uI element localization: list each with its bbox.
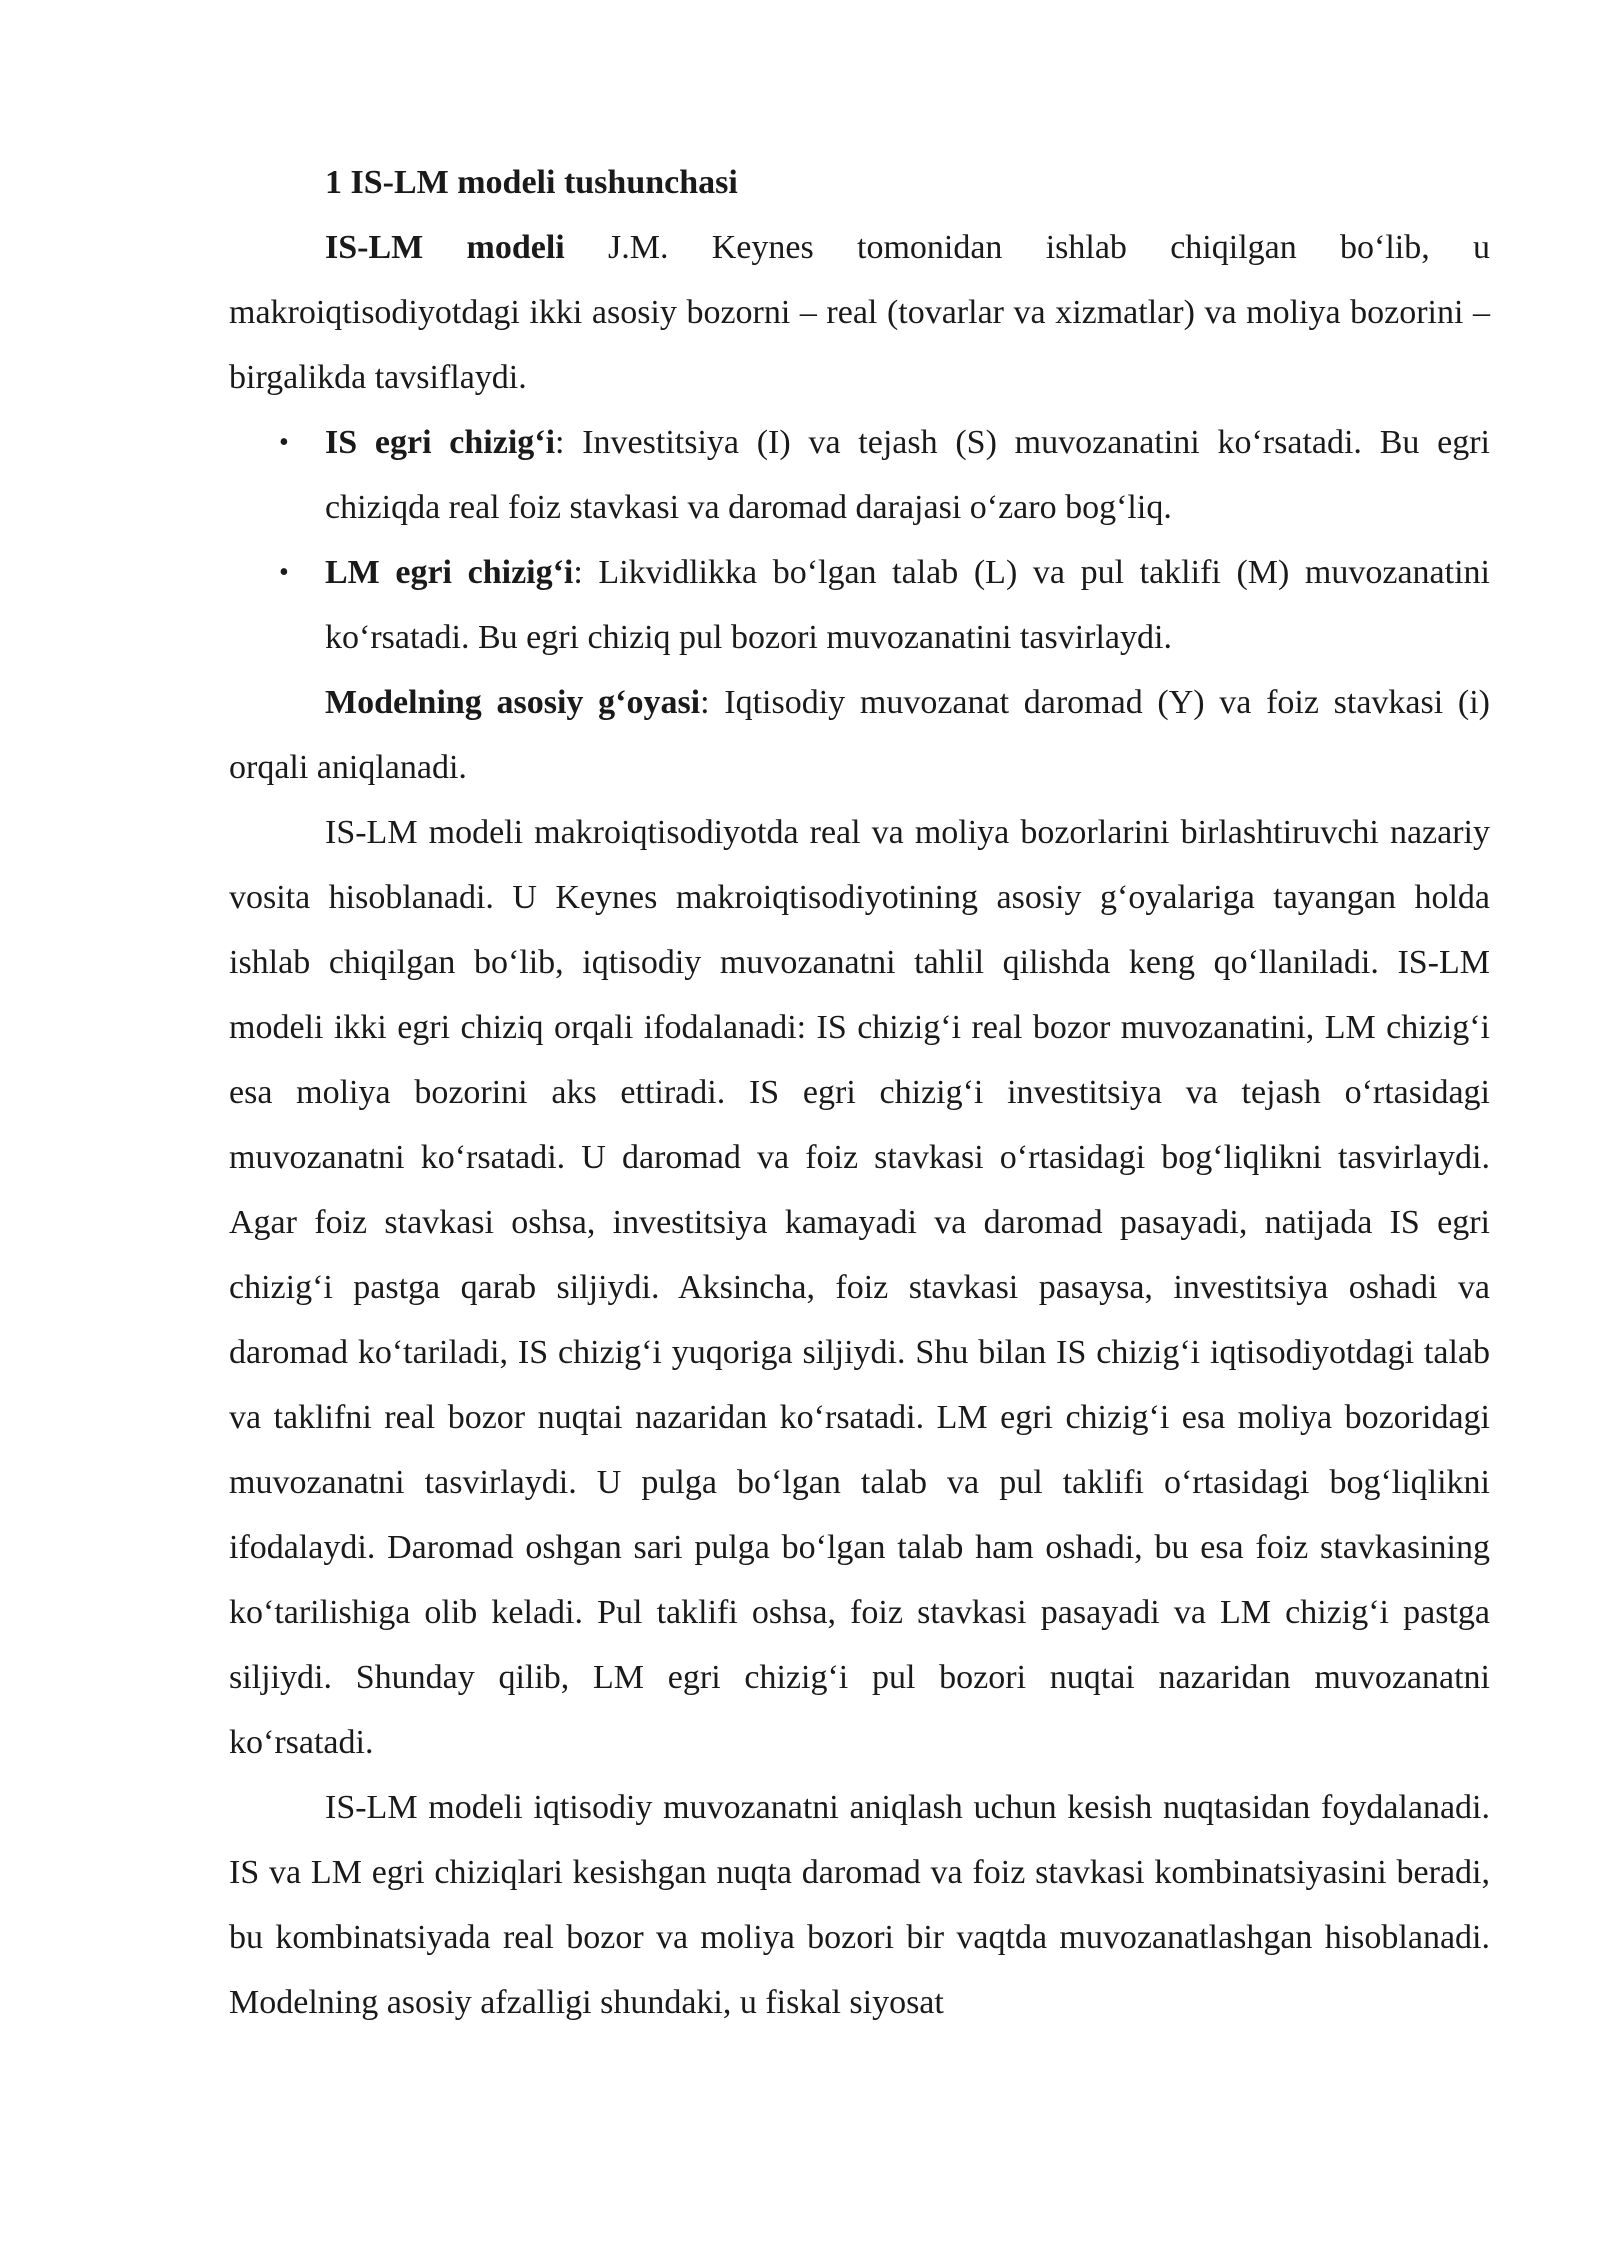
main-idea-paragraph [229, 670, 1490, 800]
bullet-text: : Likvidlikka bo‘lgan talab (L) va pul taklifi (M) muvozanatini ko‘rsatadi. Bu egri chiziq pul bozori muvozanatini tasvirlaydi. [325, 554, 1490, 656]
main-idea-bold-term: Modelning asosiy g‘oyasi [325, 684, 701, 721]
intro-bold-term: IS-LM modeli [325, 229, 565, 266]
body-paragraph-1: IS-LM modeli makroiqtisodiyotda real va moliya bozorlarini birlashtiruvchi nazariy vosita hisoblanadi. U Keynes makroiqtisodiyotining asosiy g‘oyalariga tayangan holda ishlab chiqilgan bo‘lib, iqtisodiy muvozanatni tahlil qilishda keng qo‘llaniladi. IS-LM modeli ikki egri chiziq orqali ifodalanadi: IS chizig‘i real bozor muvozanatini, LM chizig‘i esa moliya bozorini aks ettiradi. IS egri chizig‘i investitsiya va tejash o‘rtasidagi muvozanatni ko‘rsatadi. U daromad va foiz stavkasi o‘rtasidagi bog‘liqlikni tasvirlaydi. Agar foiz stavkasi oshsa, investitsiya kamayadi va daromad pasayadi, natijada IS egri chizig‘i pastga qarab siljiydi. Aksincha, foiz stavkasi pasaysa, investitsiya oshadi va daromad ko‘tariladi, IS chizig‘i yuqoriga siljiydi. Shu bilan IS chizig‘i iqtisodiyotdagi talab va taklifni real bozor nuqtai nazaridan ko‘rsatadi. LM egri chizig‘i esa moliya bozoridagi muvozanatni tasvirlaydi. U pulga bo‘lgan talab va pul taklifi o‘rtasidagi bog‘liqlikni ifodalaydi. Daromad oshgan sari pulga bo‘lgan talab ham oshadi, bu esa foiz stavkasining ko‘tarilishiga olib keladi. Pul taklifi oshsa, foiz stavkasi pasayadi va LM chizig‘i pastga siljiydi. Shunday qilib, LM egri chizig‘i pul bozori nuqtai nazaridan muvozanatni ko‘rsatadi. [229, 814, 1490, 1761]
bullet-item-lm-curve [229, 540, 1490, 670]
bullet-bold-term: LM egri chizig‘i [325, 554, 574, 591]
bullet-item-is-curve [229, 410, 1490, 540]
body-paragraph-2: IS-LM modeli iqtisodiy muvozanatni aniqlash uchun kesish nuqtasidan foydalanadi. IS va LM egri chiziqlari kesishgan nuqta daromad va foiz stavkasi kombinatsiyasini beradi, bu kombinatsiyada real bozor va moliya bozori bir vaqtda muvozanatlashgan hisoblanadi. Modelning asosiy afzalligi shundaki, u fiskal siyosat [229, 1789, 1490, 2021]
main-idea-text: : Iqtisodiy muvozanat daromad (Y) va foiz stavkasi (i) orqali aniqlanadi. [229, 684, 1490, 786]
bullet-icon: • [279, 557, 289, 588]
document-body [229, 150, 1490, 2035]
bullet-bold-term: IS egri chizig‘i [325, 424, 556, 461]
bullet-list [229, 410, 1490, 670]
bullet-text: : Investitsiya (I) va tejash (S) muvozanatini ko‘rsatadi. Bu egri chiziqda real foiz stavkasi va daromad darajasi o‘zaro bog‘liq. [325, 424, 1490, 526]
intro-text: J.M. Keynes tomonidan ishlab chiqilgan bo‘lib, u makroiqtisodiyotdagi ikki asosiy bozorni – real (tovarlar va xizmatlar) va moliya bozorini – birgalikda tavsiflaydi. [229, 229, 1490, 396]
intro-paragraph [229, 215, 1490, 410]
bullet-icon: • [279, 427, 289, 458]
section-heading: 1 IS-LM modeli tushunchasi [325, 164, 738, 201]
